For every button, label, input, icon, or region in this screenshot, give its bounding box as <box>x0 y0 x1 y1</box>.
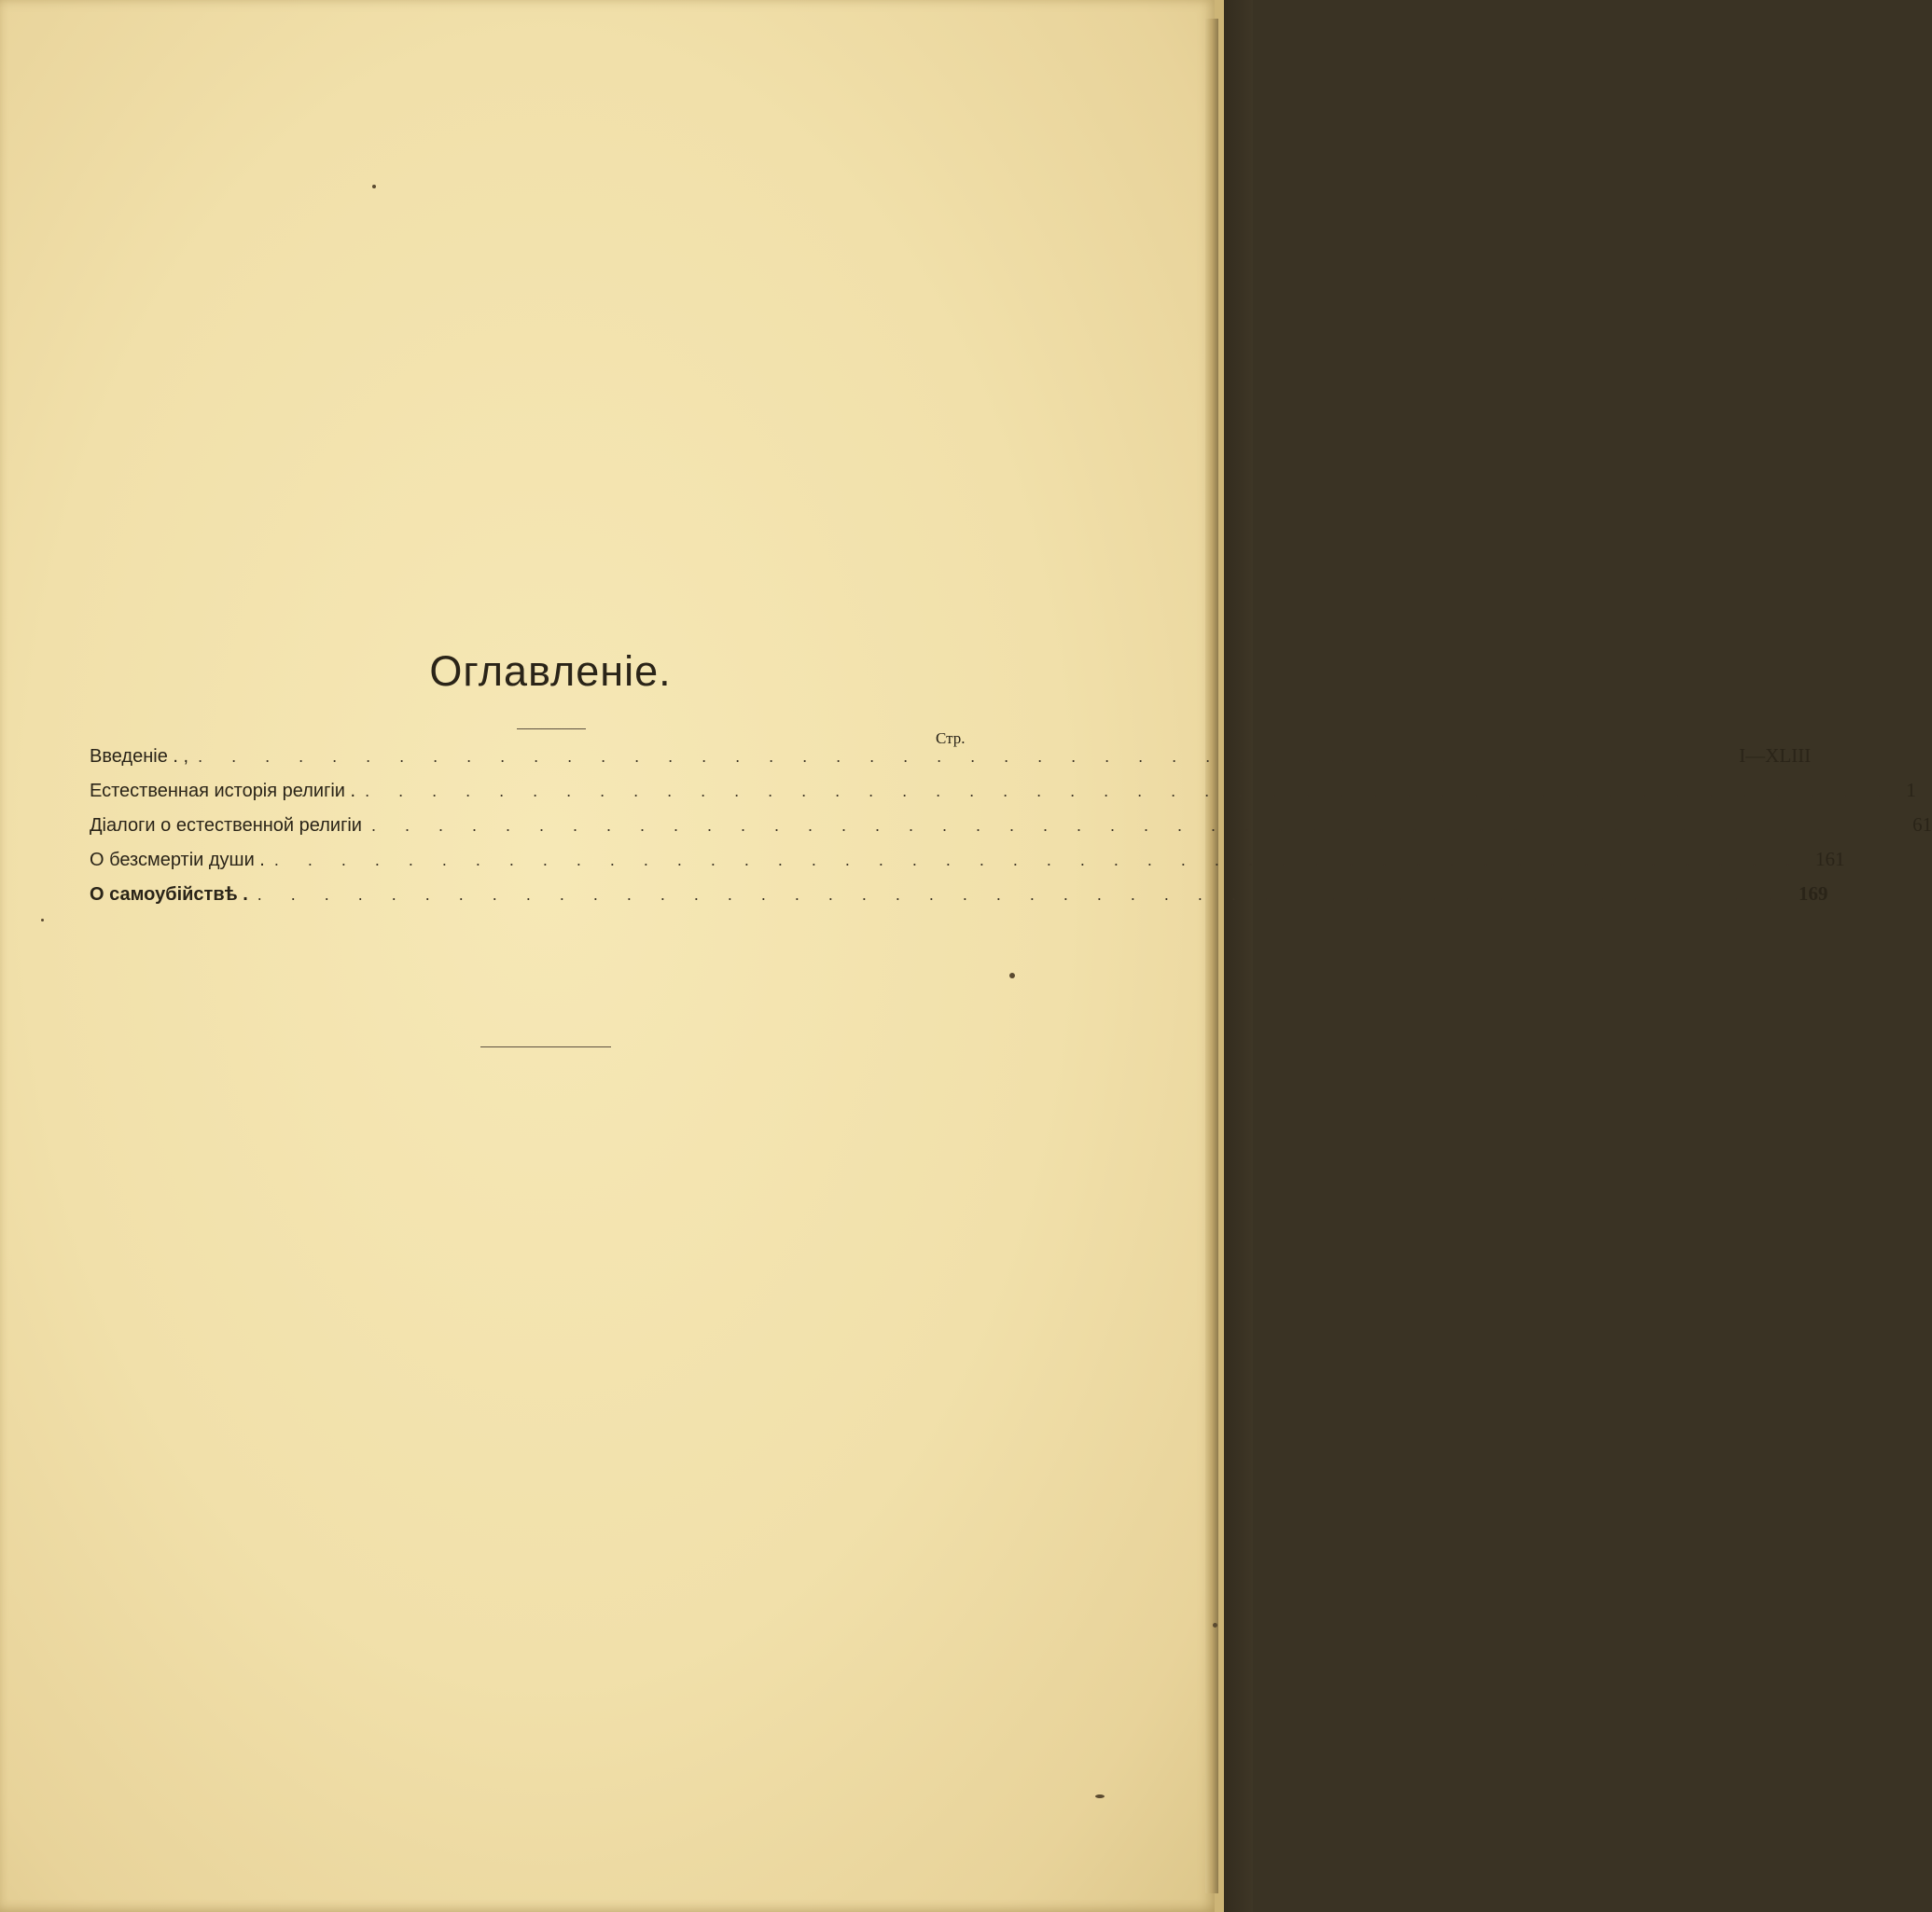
toc-entry-page: 169 <box>1798 882 1828 905</box>
page-title: Оглавленіе. <box>429 647 672 695</box>
paper-speck <box>41 919 44 921</box>
toc-entry-page: I—XLIII <box>1739 744 1812 767</box>
toc-entry <box>90 813 1932 848</box>
toc-entry-title: О самоубійствѣ . <box>90 884 248 905</box>
toc-entry-title: О безсмертіи души . <box>90 850 265 870</box>
dot-leader: . . . . . . . . . . . . . . . . . . . . . . . . . . . . . . . . . . . . . . . . . . . . . . <box>365 782 1894 800</box>
toc-entry-page: 61 <box>1912 813 1932 836</box>
toc-entry-page: 1 <box>1906 779 1916 801</box>
toc-entry-title: Діалоги о естественной религіи <box>90 815 362 836</box>
page-edge <box>1205 19 1218 1893</box>
toc-entry-title: Введеніе . , <box>90 746 189 767</box>
dot-leader: . . . . . . . . . . . . . . . . . . . . . . . . . . . . . . . . . . . . . . . . . . . . . . <box>370 816 1900 835</box>
table-of-contents <box>90 744 1932 917</box>
toc-entry <box>90 779 1916 813</box>
paper-speck <box>1213 1623 1217 1628</box>
title-divider <box>517 728 586 729</box>
paper-speck <box>1095 1794 1105 1798</box>
dot-leader: . . . . . . . . . . . . . . . . . . . . . . . . . . . . . . . . . . . . . . . . . . . . . . <box>198 747 1727 766</box>
end-divider <box>480 1046 611 1047</box>
toc-entry-page: 161 <box>1814 848 1845 870</box>
toc-entry-title: Естественная исторія религіи . <box>90 781 356 801</box>
toc-entry <box>90 744 1812 779</box>
toc-entry <box>90 848 1845 882</box>
paper-speck <box>1009 973 1015 978</box>
dot-leader: . . . . . . . . . . . . . . . . . . . . . . . . . . . . . . . . . . . . . . . . . . . . . . <box>273 851 1802 869</box>
page-column-header: Стр. <box>936 729 966 747</box>
paper-speck <box>372 185 376 188</box>
dot-leader: . . . . . . . . . . . . . . . . . . . . . . . . . . . . . . . . . . . . . . . . . . . . . . <box>257 885 1786 904</box>
toc-entry <box>90 882 1828 917</box>
